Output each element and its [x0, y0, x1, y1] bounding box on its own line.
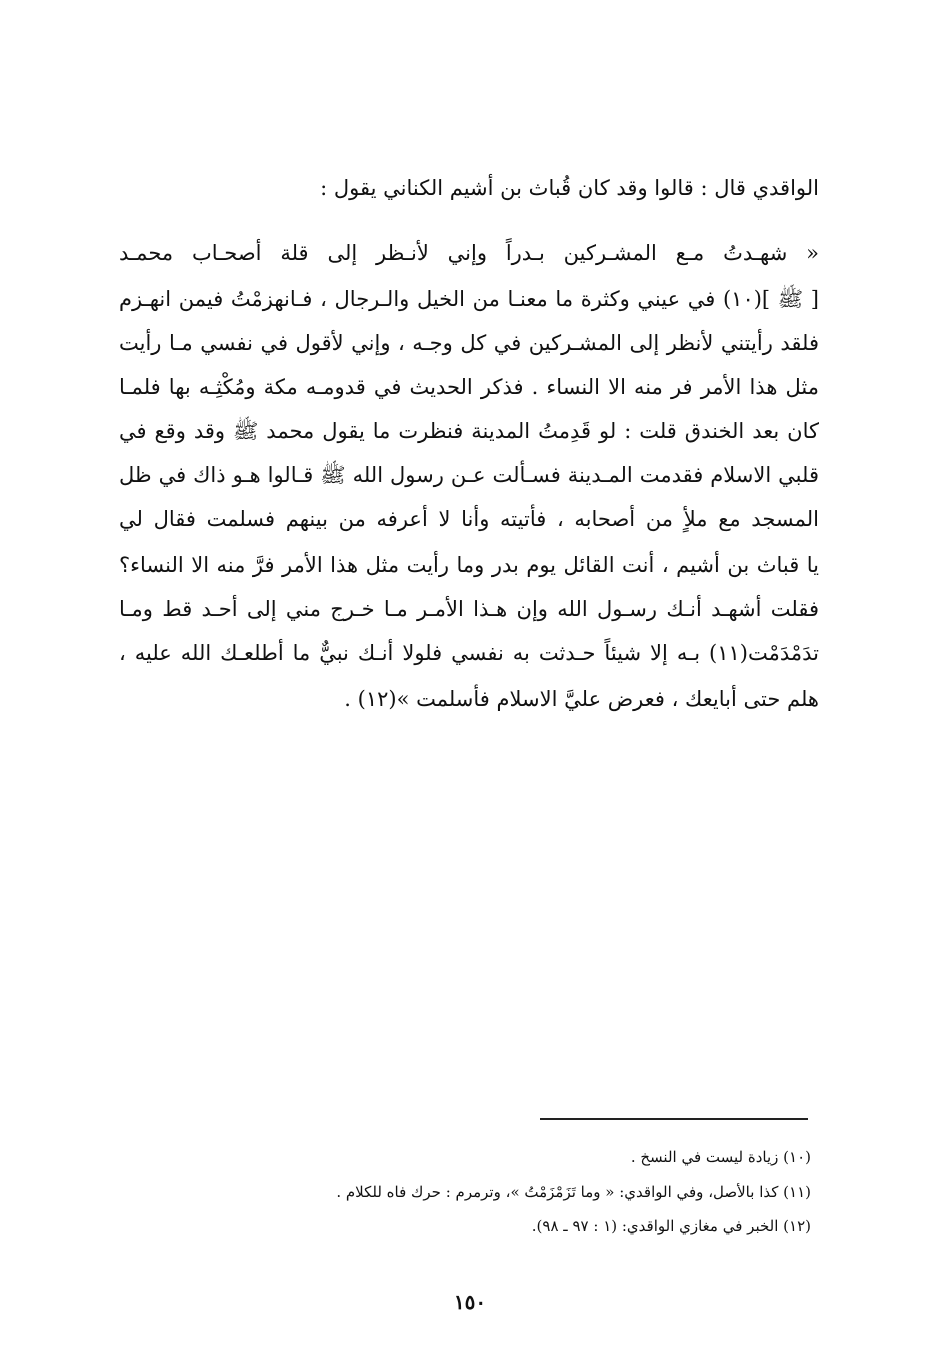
body-line-10: تدَمْدَمْت(١١) بـه إلا شيئاً حـدثت به نفسي فلولا أنـك نبيٌّ ما أطلعـك الله عليه ،: [119, 641, 819, 665]
page-number: ١٥٠: [453, 1290, 487, 1314]
body-line-11: هلم حتى أبايعك ، فعرض عليَّ الاسلام فأسلمت »(١٢) .: [344, 687, 819, 711]
body-line-3: فلقد رأيتني لأنظر إلى المشـركين في كل وجـه ، وإني لأقول في نفسي مـا رأيت: [119, 331, 819, 355]
body-line-1: « شهـدتُ مـع المشـركين بـدراً وإني لأنـظر إلى قلة أصحـاب محمـد: [119, 241, 819, 265]
body-line-5: كان بعد الخندق قلت : لو قَدِمتُ المدينة فنظرت ما يقول محمد ﷺ وقد وقع في: [119, 419, 819, 443]
body-line-4: مثل هذا الأمر فر منه الا النساء . فذكر الحديث في قدومـه مكة ومُكْثِـه بها فلمـا: [119, 375, 819, 399]
heading-line: الواقدي قال : قالوا وقد كان قُباث بن أشيم الكناني يقول :: [320, 176, 819, 200]
footnote-12: (١٢) الخبر في مغازي الواقدي: (١ : ٩٧ ـ ٩٨).: [531, 1217, 811, 1235]
body-line-9: فقلت أشهـد أنـك رسـول الله وإن هـذا الأمـر مـا خـرج مني إلى أحـد قط ومـا: [119, 597, 819, 621]
footnote-divider: [540, 1118, 808, 1120]
footnote-11: (١١) كذا بالأصل، وفي الواقدي: « وما تَزَمْزَمْتُ »، وترمرم : حرك فاه للكلام .: [336, 1183, 811, 1201]
body-line-2: [ ﷺ ](١٠) في عيني وكثرة ما معنـا من الخيل والـرجال ، فـانهزمْتُ فيمن انهـزم: [119, 287, 819, 311]
body-line-8: يا قباث بن أشيم ، أنت القائل يوم بدر وما رأيت مثل هذا الأمر فرَّ منه الا النساء؟: [119, 553, 819, 577]
body-line-6: قلبي الاسلام فقدمت المـدينة فسـألت عـن رسول الله ﷺ قـالوا هـو ذاك في ظل: [119, 463, 819, 487]
footnote-10: (١٠) زيادة ليست في النسخ .: [630, 1148, 811, 1166]
body-line-7: المسجد مع ملأٍ من أصحابه ، فأتيته وأنا لا أعرفه من بينهم فسلمت فقال لي: [119, 507, 819, 531]
